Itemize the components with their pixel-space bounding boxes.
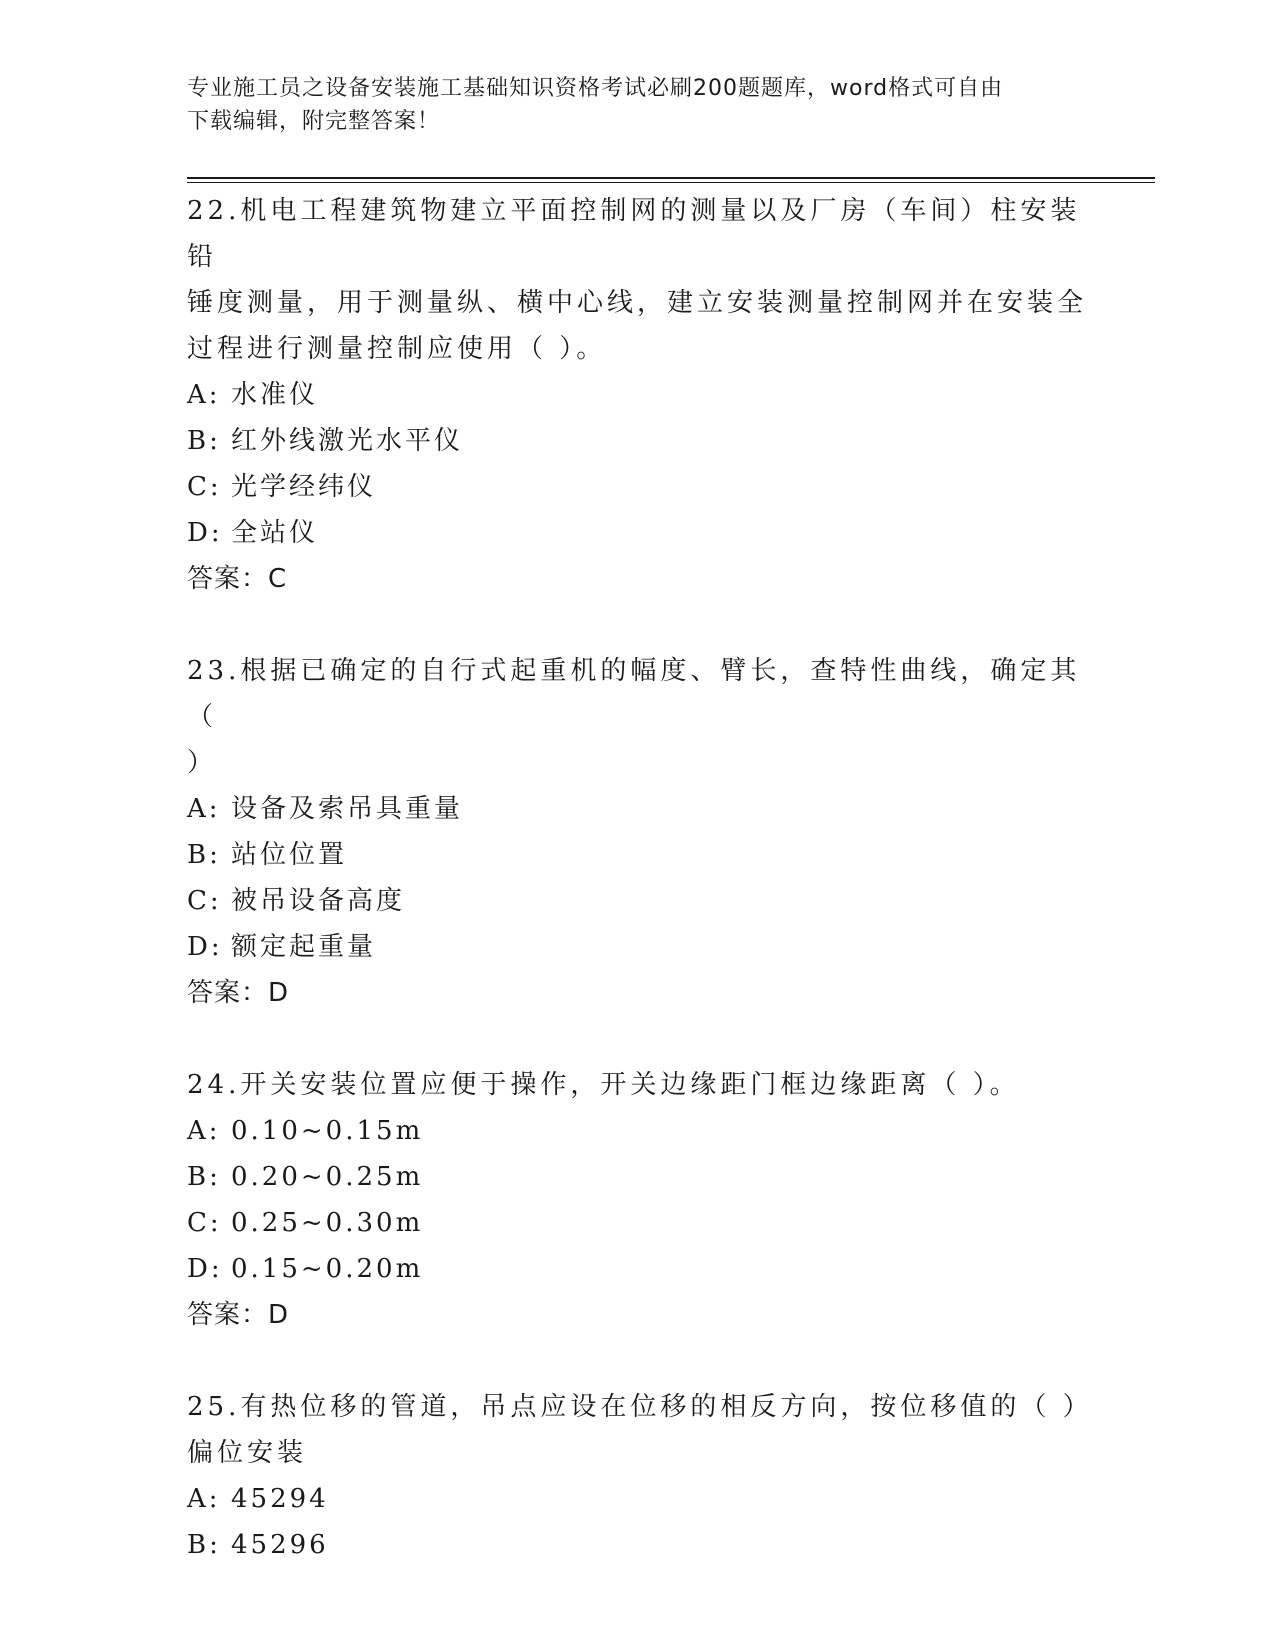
option-text: 45294 <box>231 1484 329 1514</box>
answer-label: 答案：C <box>187 564 288 594</box>
option-text: 0.20~0.25m <box>231 1162 424 1192</box>
option-text: 水准仪 <box>231 380 319 410</box>
option-text: 被吊设备高度 <box>231 886 406 916</box>
option-text: 全站仪 <box>231 518 319 548</box>
option-b <box>187 832 1087 878</box>
option-text: 0.25~0.30m <box>231 1208 424 1238</box>
option-letter: B: <box>187 1162 221 1192</box>
question-list <box>187 188 1093 1614</box>
option-b <box>187 418 1087 464</box>
question-text-line: 偏位安装 <box>187 1438 308 1468</box>
option-letter: A: <box>187 1484 221 1514</box>
option-b <box>187 1522 1087 1568</box>
question-23 <box>187 648 1087 1016</box>
option-d <box>187 1246 1087 1292</box>
answer-label: 答案：D <box>187 1300 290 1330</box>
option-d <box>187 924 1087 970</box>
option-letter: B: <box>187 840 221 870</box>
option-letter: B: <box>187 1530 221 1560</box>
option-a <box>187 1476 1087 1522</box>
option-c <box>187 1200 1087 1246</box>
option-letter: C: <box>187 886 222 916</box>
option-a <box>187 372 1087 418</box>
question-text-line: 过程进行测量控制应使用（ ）。 <box>187 334 607 364</box>
question-text-line: 24.开关安装位置应便于操作，开关边缘距门框边缘距离（ ）。 <box>187 1070 1020 1100</box>
option-c <box>187 878 1087 924</box>
option-a <box>187 786 1087 832</box>
option-letter: D: <box>187 1254 223 1284</box>
option-text: 设备及索吊具重量 <box>231 794 464 824</box>
question-text-line: 锤度测量，用于测量纵、横中心线，建立安装测量控制网并在安装全 <box>187 288 1088 318</box>
option-letter: B: <box>187 426 221 456</box>
option-text: 站位位置 <box>231 840 348 870</box>
header-divider-thin <box>187 182 1155 183</box>
option-letter: D: <box>187 932 223 962</box>
header-divider-thick <box>187 177 1155 179</box>
question-text-line: 25.有热位移的管道，吊点应设在位移的相反方向，按位移值的（ ） <box>187 1392 1093 1422</box>
option-text: 0.15~0.20m <box>231 1254 424 1284</box>
option-letter: C: <box>187 472 222 502</box>
option-letter: D: <box>187 518 223 548</box>
option-text: 额定起重量 <box>231 932 377 962</box>
option-text: 45296 <box>231 1530 329 1560</box>
option-letter: A: <box>187 1116 221 1146</box>
question-text-line: 22.机电工程建筑物建立平面控制网的测量以及厂房（车间）柱安装铅 <box>187 196 1081 272</box>
option-letter: C: <box>187 1208 222 1238</box>
option-b <box>187 1154 1087 1200</box>
option-letter: A: <box>187 794 221 824</box>
option-c <box>187 464 1087 510</box>
question-text-line: ） <box>187 748 218 778</box>
option-text: 0.10~0.15m <box>231 1116 424 1146</box>
option-text: 红外线激光水平仪 <box>231 426 464 456</box>
question-24 <box>187 1062 1087 1338</box>
answer-label: 答案：D <box>187 978 290 1008</box>
header-line-2: 下载编辑，附完整答案！ <box>187 109 441 134</box>
question-25 <box>187 1384 1093 1568</box>
option-letter: A: <box>187 380 221 410</box>
option-d <box>187 510 1087 556</box>
question-text-line: 23.根据已确定的自行式起重机的幅度、臂长，查特性曲线，确定其（ <box>187 656 1081 732</box>
question-22 <box>187 188 1087 602</box>
option-text: 光学经纬仪 <box>231 472 377 502</box>
document-header <box>187 72 1067 138</box>
option-a <box>187 1108 1087 1154</box>
header-line-1: 专业施工员之设备安装施工基础知识资格考试必刷200题题库，word格式可自由 <box>187 76 1004 101</box>
